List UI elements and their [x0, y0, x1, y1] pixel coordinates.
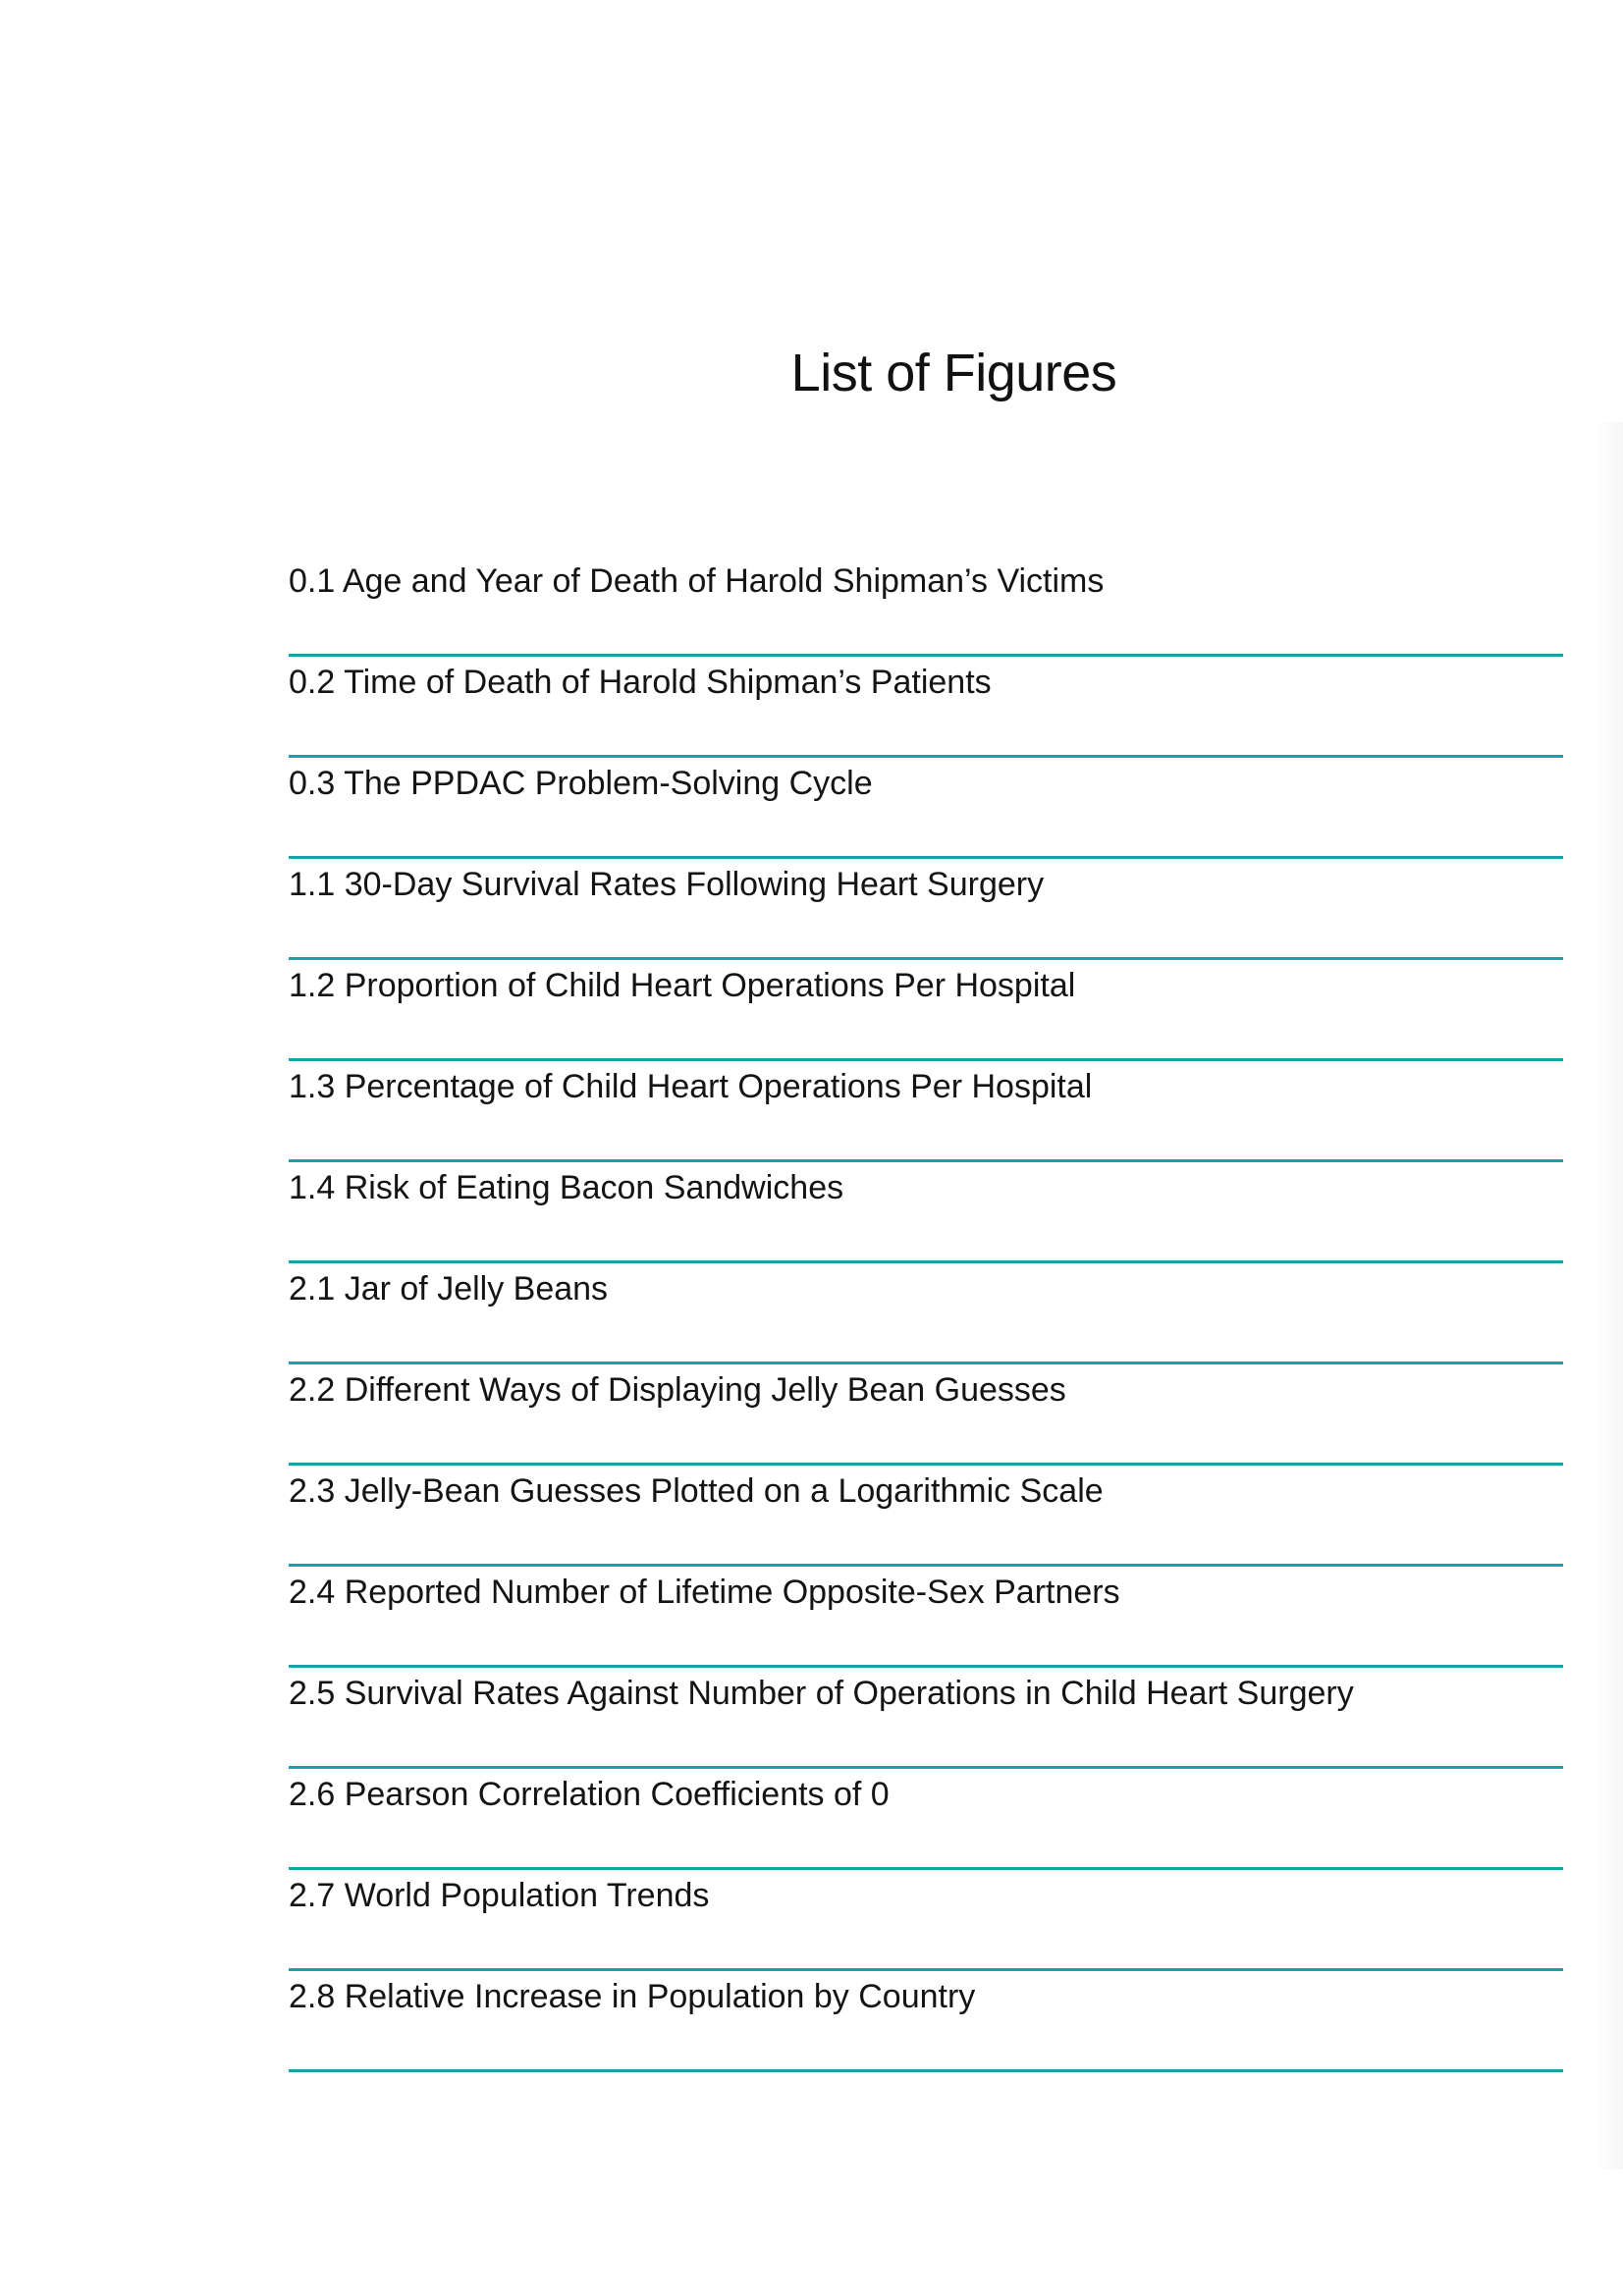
figure-list-item[interactable] — [289, 859, 1563, 960]
figure-list-item[interactable] — [289, 960, 1563, 1061]
figure-list-item[interactable] — [289, 556, 1563, 657]
figure-entry-label[interactable]: 0.2 Time of Death of Harold Shipman’s Patients — [289, 664, 992, 701]
figure-list-item[interactable] — [289, 1870, 1563, 1971]
figure-list-item[interactable] — [289, 1668, 1563, 1769]
figure-entry-label[interactable]: 2.1 Jar of Jelly Beans — [289, 1270, 609, 1308]
figure-entry-label[interactable]: 0.1 Age and Year of Death of Harold Shipman’s Victims — [289, 562, 1105, 600]
figure-entry-label[interactable]: 2.7 World Population Trends — [289, 1877, 710, 1914]
figure-list-item[interactable] — [289, 657, 1563, 758]
page-title: List of Figures — [790, 344, 1117, 402]
figure-entry-label[interactable]: 2.2 Different Ways of Displaying Jelly Bean Guesses — [289, 1371, 1066, 1409]
figure-list-item[interactable] — [289, 1567, 1563, 1668]
figure-entry-label[interactable]: 2.3 Jelly-Bean Guesses Plotted on a Logarithmic Scale — [289, 1472, 1104, 1510]
figure-list-item[interactable] — [289, 1263, 1563, 1364]
figure-entry-label[interactable]: 2.4 Reported Number of Lifetime Opposite-Sex Partners — [289, 1574, 1120, 1611]
page-edge-shadow — [1596, 422, 1623, 2169]
figure-list-item[interactable] — [289, 1162, 1563, 1263]
figure-list-item[interactable] — [289, 1971, 1563, 2072]
figure-entry-label[interactable]: 2.6 Pearson Correlation Coefficients of 0 — [289, 1776, 890, 1813]
figure-list-item[interactable] — [289, 1061, 1563, 1162]
figure-entry-label[interactable]: 0.3 The PPDAC Problem-Solving Cycle — [289, 765, 873, 802]
figure-list-item[interactable] — [289, 1769, 1563, 1870]
figure-list — [289, 556, 1563, 2072]
figure-list-item[interactable] — [289, 758, 1563, 859]
figure-entry-label[interactable]: 1.1 30-Day Survival Rates Following Heart Surgery — [289, 866, 1045, 903]
figure-list-item[interactable] — [289, 1364, 1563, 1466]
figure-list-item[interactable] — [289, 1466, 1563, 1567]
figure-entry-label[interactable]: 2.5 Survival Rates Against Number of Operations in Child Heart Surgery — [289, 1675, 1354, 1712]
figure-entry-label[interactable]: 2.8 Relative Increase in Population by Country — [289, 1978, 976, 2015]
figure-entry-label[interactable]: 1.4 Risk of Eating Bacon Sandwiches — [289, 1169, 844, 1206]
figure-entry-label[interactable]: 1.3 Percentage of Child Heart Operations Per Hospital — [289, 1068, 1093, 1105]
figure-entry-label[interactable]: 1.2 Proportion of Child Heart Operations Per Hospital — [289, 967, 1076, 1004]
